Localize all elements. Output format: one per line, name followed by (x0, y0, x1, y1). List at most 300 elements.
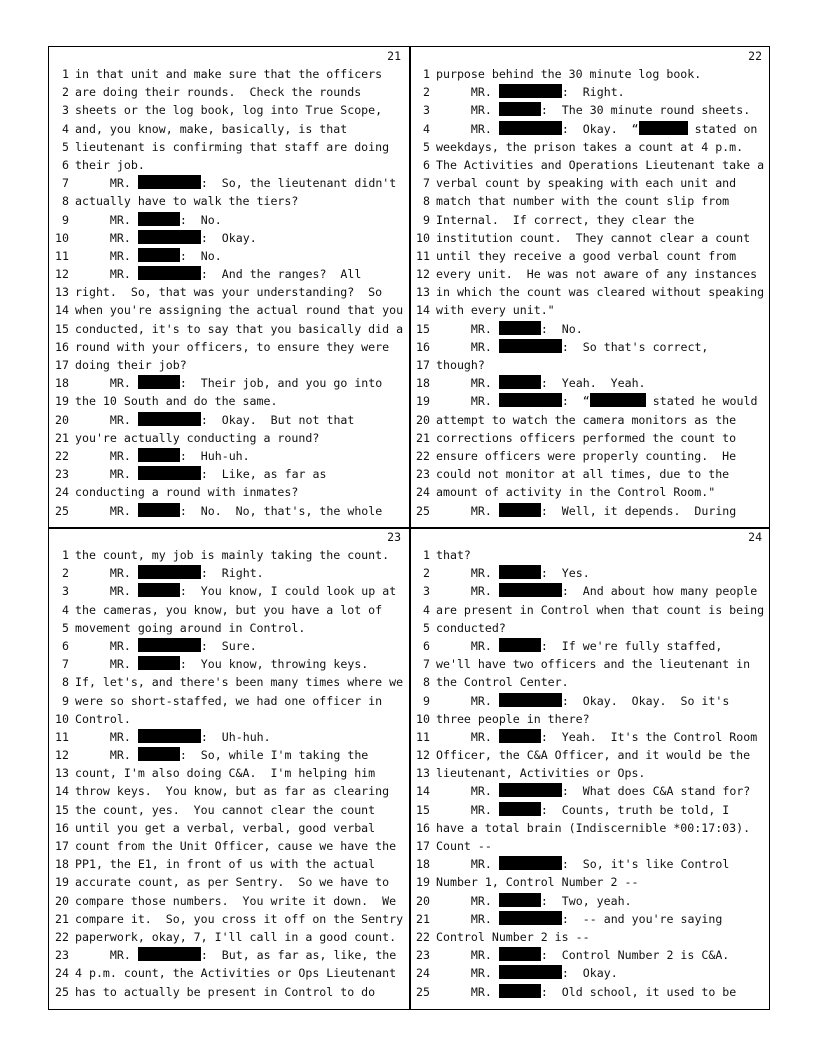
line-text (75, 546, 389, 564)
text-segment: MR. (75, 729, 138, 744)
line-number: 8 (423, 675, 430, 690)
line-text (436, 746, 750, 764)
transcript-line (410, 138, 770, 156)
transcript-line (49, 447, 409, 465)
redaction-block (138, 638, 201, 652)
text-segment: : Uh-huh. (200, 729, 271, 744)
line-text (75, 174, 396, 192)
line-number: 16 (416, 339, 430, 354)
transcript-line (410, 837, 770, 855)
text-segment: their job. (75, 157, 145, 172)
text-segment: you're actually conducting a round? (75, 430, 320, 445)
line-text (75, 764, 375, 782)
text-segment: MR. (436, 638, 499, 653)
line-number: 3 (62, 584, 69, 599)
line-text (436, 101, 750, 119)
transcript-line (49, 801, 409, 819)
text-segment: : Well, it depends. During (540, 503, 737, 518)
text-segment: we'll have two officers and the lieutenant in (436, 657, 751, 672)
line-number: 22 (55, 929, 69, 944)
text-segment: MR. (75, 176, 138, 191)
text-segment: PP1, the E1, in front of us with the actual (75, 857, 376, 872)
line-number: 15 (55, 321, 69, 336)
transcript-line (49, 637, 409, 655)
line-number: 21 (55, 911, 69, 926)
transcript-line (410, 392, 770, 410)
redaction-block (499, 965, 562, 979)
line-number: 25 (55, 984, 69, 999)
redaction-block (499, 84, 562, 98)
redaction-block (499, 693, 562, 707)
text-segment: MR. (75, 467, 138, 482)
line-text (436, 819, 750, 837)
line-number: 20 (416, 412, 430, 427)
line-number: 3 (62, 103, 69, 118)
text-segment: the count, yes. You cannot clear the count (75, 802, 376, 817)
line-number: 16 (55, 339, 69, 354)
line-text (75, 928, 396, 946)
page-lines (49, 65, 409, 520)
text-segment: in which the count was cleared without speaking (436, 285, 765, 300)
line-number: 1 (62, 548, 69, 562)
text-segment: round with your officers, to ensure they were (75, 339, 390, 354)
text-segment: could not monitor at all times, due to the (436, 467, 730, 482)
transcript-line (49, 928, 409, 946)
text-segment: compare it. So, you cross it off on the Sentry (75, 911, 404, 926)
text-segment: : Right. (200, 566, 264, 581)
text-segment: Count -- (436, 839, 492, 853)
transcript-line (410, 764, 770, 782)
transcript-line (49, 229, 409, 247)
text-segment: Control Number 2 is -- (436, 929, 590, 944)
transcript-line (49, 601, 409, 619)
text-segment: MR. (75, 212, 138, 227)
transcript-line (49, 392, 409, 410)
text-segment: : Okay. Okay. So it's (561, 693, 730, 708)
transcript-line (410, 502, 770, 520)
line-text (75, 983, 375, 1001)
text-segment: count from the Unit Officer, cause we have the (75, 839, 397, 853)
redaction-block (138, 412, 201, 426)
line-text (75, 156, 145, 174)
text-segment: MR. (75, 748, 138, 763)
line-text (75, 211, 222, 229)
transcript-line (49, 655, 409, 673)
text-segment: MR. (436, 966, 499, 981)
line-number: 3 (423, 103, 430, 118)
line-text (436, 411, 736, 429)
text-segment: MR. (75, 584, 138, 599)
line-number: 21 (416, 911, 430, 926)
text-segment: : “ (561, 394, 590, 409)
line-text (436, 156, 764, 174)
text-segment: : -- and you're saying (561, 911, 723, 926)
transcript-line (49, 546, 409, 564)
text-segment: are present in Control when that count is being (436, 602, 765, 617)
transcript-line (49, 946, 409, 964)
text-segment: : But, as far as, like, the (200, 948, 397, 963)
transcript-line (410, 65, 770, 83)
transcript-line (410, 283, 770, 301)
line-text (436, 465, 729, 483)
text-segment: : So, it's like Control (561, 857, 730, 872)
text-segment: : And the ranges? All (200, 267, 362, 282)
line-number: 14 (55, 784, 69, 799)
transcript-line (410, 673, 770, 691)
text-segment: 4 p.m. count, the Activities or Ops Lieutenant (75, 966, 397, 981)
page-number: 24 (748, 530, 762, 544)
text-segment: actually have to walk the tiers? (75, 194, 299, 209)
line-text (75, 637, 257, 655)
text-segment: : No. (179, 248, 222, 263)
line-text (436, 728, 757, 746)
line-text (436, 356, 485, 374)
line-number: 10 (416, 711, 430, 726)
redaction-block (499, 783, 562, 797)
line-number: 7 (62, 657, 69, 672)
line-number: 6 (423, 157, 430, 172)
transcript-line (410, 174, 770, 192)
transcript-line (410, 819, 770, 837)
text-segment: attempt to watch the camera monitors as the (436, 412, 737, 427)
text-segment: MR. (436, 121, 499, 136)
redaction-block (138, 565, 201, 579)
line-number: 9 (62, 212, 69, 227)
line-text (75, 619, 305, 637)
text-segment: : Their job, and you go into (179, 376, 383, 391)
line-number: 9 (62, 693, 69, 708)
line-text (436, 946, 729, 964)
line-text (436, 429, 736, 447)
text-segment: MR. (436, 503, 499, 518)
line-number: 7 (423, 176, 430, 191)
redaction-block (499, 947, 541, 961)
text-segment: the Control Center. (436, 675, 569, 690)
line-text (75, 83, 361, 101)
line-number: 2 (62, 566, 69, 581)
transcript-line (410, 429, 770, 447)
transcript-line (410, 873, 770, 891)
line-number: 14 (416, 303, 430, 318)
line-number: 5 (423, 139, 430, 154)
text-segment: : Counts, truth be told, I (540, 802, 730, 817)
transcript-line (410, 211, 770, 229)
transcript-line (410, 946, 770, 964)
line-text (436, 601, 764, 619)
text-segment: The Activities and Operations Lieutenant take a (436, 157, 765, 172)
transcript-line (49, 320, 409, 338)
transcript-line (49, 728, 409, 746)
line-text (75, 873, 389, 891)
text-segment: MR. (75, 230, 138, 245)
line-text (436, 120, 757, 138)
text-segment: in that unit and make sure that the officers (75, 67, 383, 81)
line-number: 1 (62, 67, 69, 81)
text-segment: : So, while I'm taking the (179, 748, 369, 763)
transcript-line (49, 673, 409, 691)
line-text (436, 502, 736, 520)
line-number: 22 (416, 929, 430, 944)
text-segment: MR. (436, 376, 499, 391)
text-segment: sheets or the log book, log into True Scope, (75, 103, 383, 118)
transcript-line (410, 120, 770, 138)
text-segment: MR. (436, 802, 499, 817)
text-segment: the cameras, you know, but you have a lot of (75, 602, 383, 617)
transcript-line (49, 692, 409, 710)
transcript-line (49, 192, 409, 210)
line-number: 11 (55, 248, 69, 263)
transcript-line (410, 601, 770, 619)
line-text (75, 247, 222, 265)
transcript-line (410, 983, 770, 1001)
line-number: 2 (423, 566, 430, 581)
line-text (436, 483, 715, 501)
transcript-line (49, 211, 409, 229)
redaction-block (499, 638, 541, 652)
redaction-block (138, 230, 201, 244)
text-segment: MR. (75, 412, 138, 427)
line-text (75, 673, 403, 691)
line-number: 15 (416, 321, 430, 336)
transcript-line (49, 855, 409, 873)
text-segment: stated he would (645, 394, 758, 409)
line-text (75, 801, 375, 819)
line-text (436, 692, 729, 710)
text-segment: when you're assigning the actual round that you (75, 303, 404, 318)
line-number: 17 (55, 839, 69, 853)
line-text (436, 192, 729, 210)
text-segment: conducted, it's to say that you basically did a (75, 321, 404, 336)
transcript-line (49, 138, 409, 156)
line-text (436, 265, 757, 283)
transcript-line (410, 483, 770, 501)
transcript-page-22 (410, 47, 770, 527)
text-segment: MR. (75, 638, 138, 653)
text-segment: conducting a round with inmates? (75, 485, 299, 500)
transcript-line (410, 710, 770, 728)
line-number: 5 (62, 620, 69, 635)
redaction-block (138, 503, 180, 517)
redaction-block (499, 393, 562, 407)
transcript-line (49, 983, 409, 1001)
line-text (436, 320, 583, 338)
transcript-line (410, 229, 770, 247)
line-text (436, 928, 590, 946)
line-number: 4 (62, 602, 69, 617)
line-number: 24 (416, 966, 430, 981)
line-text (75, 120, 347, 138)
redaction-block (138, 947, 201, 961)
redaction-block (138, 729, 201, 743)
text-segment: were so short-staffed, we had one officer in (75, 693, 383, 708)
redaction-block (499, 856, 562, 870)
transcript-line (49, 746, 409, 764)
redaction-block (639, 121, 688, 135)
line-number: 6 (62, 157, 69, 172)
redaction-block (138, 212, 180, 226)
text-segment: MR. (436, 693, 499, 708)
text-segment: corrections officers performed the count to (436, 430, 737, 445)
page-number: 23 (387, 530, 401, 544)
line-number: 18 (416, 857, 430, 872)
text-segment: MR. (436, 566, 499, 581)
line-text (436, 619, 506, 637)
line-text (436, 447, 736, 465)
line-number: 20 (416, 893, 430, 908)
text-segment: : And about how many people (561, 584, 758, 599)
text-segment: : Okay. (561, 966, 618, 981)
line-number: 9 (423, 693, 430, 708)
line-text (75, 192, 298, 210)
transcript-line (410, 746, 770, 764)
line-number: 19 (55, 875, 69, 890)
text-segment: If, let's, and there's been many times where we (75, 675, 404, 690)
line-number: 13 (55, 766, 69, 781)
transcript-line (49, 338, 409, 356)
line-number: 23 (416, 948, 430, 963)
line-number: 17 (416, 358, 430, 372)
redaction-block (499, 121, 562, 135)
transcript-line (410, 564, 770, 582)
text-segment: MR. (436, 893, 499, 908)
line-text (75, 692, 382, 710)
text-segment: : Okay. But not that (200, 412, 355, 427)
redaction-block (138, 656, 180, 670)
transcript-line (410, 101, 770, 119)
line-text (75, 502, 382, 520)
text-segment: : Yeah. It's the Control Room (540, 729, 758, 744)
redaction-block (499, 911, 562, 925)
transcript-line (49, 265, 409, 283)
text-segment: Control. (75, 711, 131, 726)
text-segment: accurate count, as per Sentry. So we have to (75, 875, 390, 890)
line-number: 18 (55, 857, 69, 872)
line-number: 19 (416, 875, 430, 890)
line-text (436, 655, 750, 673)
line-number: 15 (55, 802, 69, 817)
line-number: 17 (55, 358, 69, 372)
text-segment: stated on (687, 121, 758, 136)
transcript-line (49, 356, 409, 374)
transcript-line (410, 692, 770, 710)
line-number: 4 (423, 121, 430, 136)
text-segment: MR. (436, 584, 499, 599)
line-text (75, 101, 382, 119)
transcript-line (49, 582, 409, 600)
transcript-line (49, 101, 409, 119)
line-text (436, 855, 729, 873)
line-number: 23 (55, 948, 69, 963)
line-text (436, 673, 569, 691)
text-segment: : Two, yeah. (540, 893, 632, 908)
line-text (75, 229, 257, 247)
transcript-line (410, 582, 770, 600)
line-number: 1 (423, 548, 430, 562)
text-segment: until you get a verbal, verbal, good verbal (75, 820, 376, 835)
transcript-line (49, 283, 409, 301)
line-number: 1 (423, 67, 430, 81)
line-number: 25 (55, 503, 69, 518)
text-segment: MR. (436, 339, 499, 354)
transcript-line (49, 301, 409, 319)
line-number: 23 (55, 467, 69, 482)
line-text (436, 910, 722, 928)
text-segment: compare those numbers. You write it down. We (75, 893, 397, 908)
page-lines (410, 546, 770, 1001)
line-number: 7 (423, 657, 430, 672)
line-number: 22 (55, 448, 69, 463)
text-segment: MR. (75, 448, 138, 463)
transcript-line (410, 465, 770, 483)
text-segment: every unit. He was not aware of any instances (436, 267, 758, 282)
line-text (75, 601, 382, 619)
line-number: 5 (423, 620, 430, 635)
line-text (436, 65, 701, 83)
line-number: 25 (416, 503, 430, 518)
text-segment: : Yeah. Yeah. (540, 376, 646, 391)
line-number: 15 (416, 802, 430, 817)
line-text (75, 447, 250, 465)
text-segment: verbal count by speaking with each unit and (436, 176, 737, 191)
line-text (75, 910, 403, 928)
text-segment: MR. (436, 984, 499, 999)
line-number: 8 (62, 194, 69, 209)
line-text (75, 483, 298, 501)
transcript-line (410, 782, 770, 800)
line-number: 13 (416, 766, 430, 781)
line-number: 3 (423, 584, 430, 599)
line-number: 21 (55, 430, 69, 445)
redaction-block (499, 339, 562, 353)
line-text (436, 338, 708, 356)
line-number: 11 (416, 248, 430, 263)
redaction-block (499, 565, 541, 579)
line-number: 6 (62, 638, 69, 653)
transcript-line (410, 192, 770, 210)
line-number: 17 (416, 839, 430, 853)
line-text (75, 837, 396, 855)
transcript-line (410, 447, 770, 465)
text-segment: match that number with the count slip from (436, 194, 730, 209)
transcript-line (410, 801, 770, 819)
transcript-sheet (48, 46, 770, 1010)
line-text (75, 356, 187, 374)
text-segment: has to actually be present in Control to do (75, 984, 376, 999)
line-number: 20 (55, 412, 69, 427)
transcript-line (49, 411, 409, 429)
transcript-line (410, 83, 770, 101)
text-segment: MR. (75, 948, 138, 963)
line-text (75, 892, 396, 910)
text-segment: purpose behind the 30 minute log book. (436, 67, 702, 81)
line-number: 19 (55, 394, 69, 409)
line-text (436, 873, 638, 891)
redaction-block (499, 583, 562, 597)
transcript-line (49, 465, 409, 483)
text-segment: MR. (75, 503, 138, 518)
line-number: 24 (55, 485, 69, 500)
text-segment: throw keys. You know, but as far as clearing (75, 784, 390, 799)
transcript-line (49, 247, 409, 265)
redaction-block (138, 448, 180, 462)
transcript-line (410, 356, 770, 374)
text-segment: : No. No, that's, the whole (179, 503, 383, 518)
line-number: 12 (416, 748, 430, 763)
text-segment: lieutenant, Activities or Ops. (436, 766, 646, 781)
transcript-line (410, 892, 770, 910)
text-segment: MR. (436, 911, 499, 926)
transcript-line (410, 301, 770, 319)
